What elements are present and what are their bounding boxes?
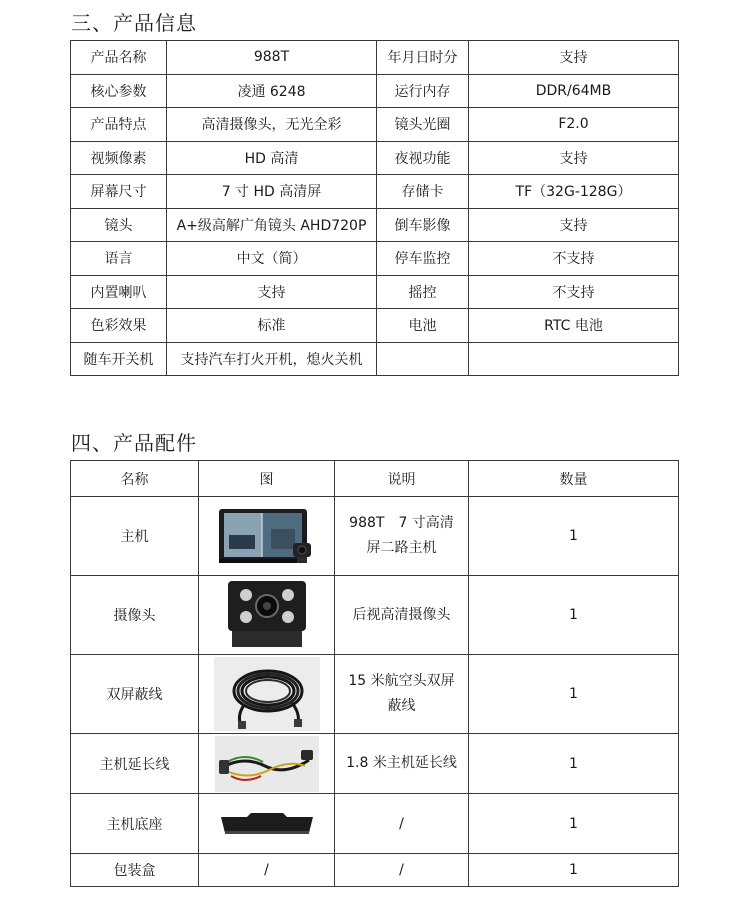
table-row bbox=[71, 275, 679, 309]
spec-value: RTC 电池 bbox=[469, 309, 679, 343]
main-unit-image bbox=[217, 505, 317, 567]
accessory-name: 摄像头 bbox=[71, 576, 199, 655]
spec-value: 支持汽车打火开机，熄火关机 bbox=[167, 342, 377, 376]
spec-label bbox=[377, 342, 469, 376]
spec-value: 支持 bbox=[469, 141, 679, 175]
table-row bbox=[71, 734, 679, 794]
accessories-table bbox=[70, 460, 679, 887]
product-info-table bbox=[70, 40, 679, 376]
accessory-name: 主机延长线 bbox=[71, 734, 199, 794]
table-row bbox=[71, 108, 679, 142]
accessory-image-cell bbox=[199, 655, 335, 734]
spec-label: 存储卡 bbox=[377, 175, 469, 209]
column-header: 数量 bbox=[469, 461, 679, 497]
column-header: 说明 bbox=[335, 461, 469, 497]
cable-coil-image bbox=[214, 657, 320, 731]
mount-base-image bbox=[217, 811, 317, 837]
table-row bbox=[71, 74, 679, 108]
spec-label: 倒车影像 bbox=[377, 208, 469, 242]
spec-value: 高清摄像头，无光全彩 bbox=[167, 108, 377, 142]
table-row bbox=[71, 309, 679, 343]
accessory-name: 双屏蔽线 bbox=[71, 655, 199, 734]
spec-label: 随车开关机 bbox=[71, 342, 167, 376]
extension-cable-image bbox=[215, 736, 319, 792]
section-title-product-info: 三、产品信息 bbox=[71, 11, 197, 35]
camera-image bbox=[224, 579, 310, 651]
accessory-quantity: 1 bbox=[469, 734, 679, 794]
accessory-description: 后视高清摄像头 bbox=[335, 576, 469, 655]
spec-value: F2.0 bbox=[469, 108, 679, 142]
table-row bbox=[71, 342, 679, 376]
spec-label: 镜头光圈 bbox=[377, 108, 469, 142]
table-row bbox=[71, 175, 679, 209]
table-row bbox=[71, 794, 679, 854]
spec-value: 支持 bbox=[469, 208, 679, 242]
spec-value: 支持 bbox=[469, 41, 679, 75]
spec-value: 988T bbox=[167, 41, 377, 75]
accessory-image-cell bbox=[199, 497, 335, 576]
accessory-image-placeholder: / bbox=[199, 854, 335, 887]
accessory-description: 15 米航空头双屏蔽线 bbox=[335, 655, 469, 734]
accessory-image-cell bbox=[199, 734, 335, 794]
table-row bbox=[71, 208, 679, 242]
spec-label: 停车监控 bbox=[377, 242, 469, 276]
accessory-description: / bbox=[335, 854, 469, 887]
spec-value: 不支持 bbox=[469, 275, 679, 309]
accessory-quantity: 1 bbox=[469, 655, 679, 734]
spec-value: 中文（简） bbox=[167, 242, 377, 276]
spec-label: 运行内存 bbox=[377, 74, 469, 108]
spec-value: 不支持 bbox=[469, 242, 679, 276]
spec-label: 屏幕尺寸 bbox=[71, 175, 167, 209]
spec-label: 内置喇叭 bbox=[71, 275, 167, 309]
spec-label: 色彩效果 bbox=[71, 309, 167, 343]
spec-value: HD 高清 bbox=[167, 141, 377, 175]
accessory-name: 包装盒 bbox=[71, 854, 199, 887]
spec-label: 电池 bbox=[377, 309, 469, 343]
spec-label: 镜头 bbox=[71, 208, 167, 242]
table-row bbox=[71, 41, 679, 75]
spec-value: 7 寸 HD 高清屏 bbox=[167, 175, 377, 209]
column-header: 图 bbox=[199, 461, 335, 497]
spec-value: 支持 bbox=[167, 275, 377, 309]
section-title-accessories: 四、产品配件 bbox=[71, 431, 197, 455]
spec-value: TF（32G-128G） bbox=[469, 175, 679, 209]
spec-label: 产品特点 bbox=[71, 108, 167, 142]
spec-label: 视频像素 bbox=[71, 141, 167, 175]
table-row bbox=[71, 655, 679, 734]
table-row bbox=[71, 242, 679, 276]
spec-value: A+级高解广角镜头 AHD720P bbox=[167, 208, 377, 242]
accessory-quantity: 1 bbox=[469, 854, 679, 887]
accessory-name: 主机 bbox=[71, 497, 199, 576]
accessory-quantity: 1 bbox=[469, 497, 679, 576]
spec-value bbox=[469, 342, 679, 376]
spec-label: 年月日时分 bbox=[377, 41, 469, 75]
accessory-description: 988T 7 寸高清屏二路主机 bbox=[335, 497, 469, 576]
spec-label: 语言 bbox=[71, 242, 167, 276]
table-header-row bbox=[71, 461, 679, 497]
spec-label: 核心参数 bbox=[71, 74, 167, 108]
accessory-image-cell bbox=[199, 576, 335, 655]
column-header: 名称 bbox=[71, 461, 199, 497]
accessory-quantity: 1 bbox=[469, 576, 679, 655]
table-row bbox=[71, 497, 679, 576]
spec-value: 标准 bbox=[167, 309, 377, 343]
table-row bbox=[71, 854, 679, 887]
accessory-image-cell bbox=[199, 794, 335, 854]
accessory-name: 主机底座 bbox=[71, 794, 199, 854]
spec-label: 摇控 bbox=[377, 275, 469, 309]
spec-value: 凌通 6248 bbox=[167, 74, 377, 108]
accessory-description: 1.8 米主机延长线 bbox=[335, 734, 469, 794]
accessory-description: / bbox=[335, 794, 469, 854]
table-row bbox=[71, 141, 679, 175]
spec-label: 夜视功能 bbox=[377, 141, 469, 175]
spec-value: DDR/64MB bbox=[469, 74, 679, 108]
accessory-quantity: 1 bbox=[469, 794, 679, 854]
spec-label: 产品名称 bbox=[71, 41, 167, 75]
table-row bbox=[71, 576, 679, 655]
